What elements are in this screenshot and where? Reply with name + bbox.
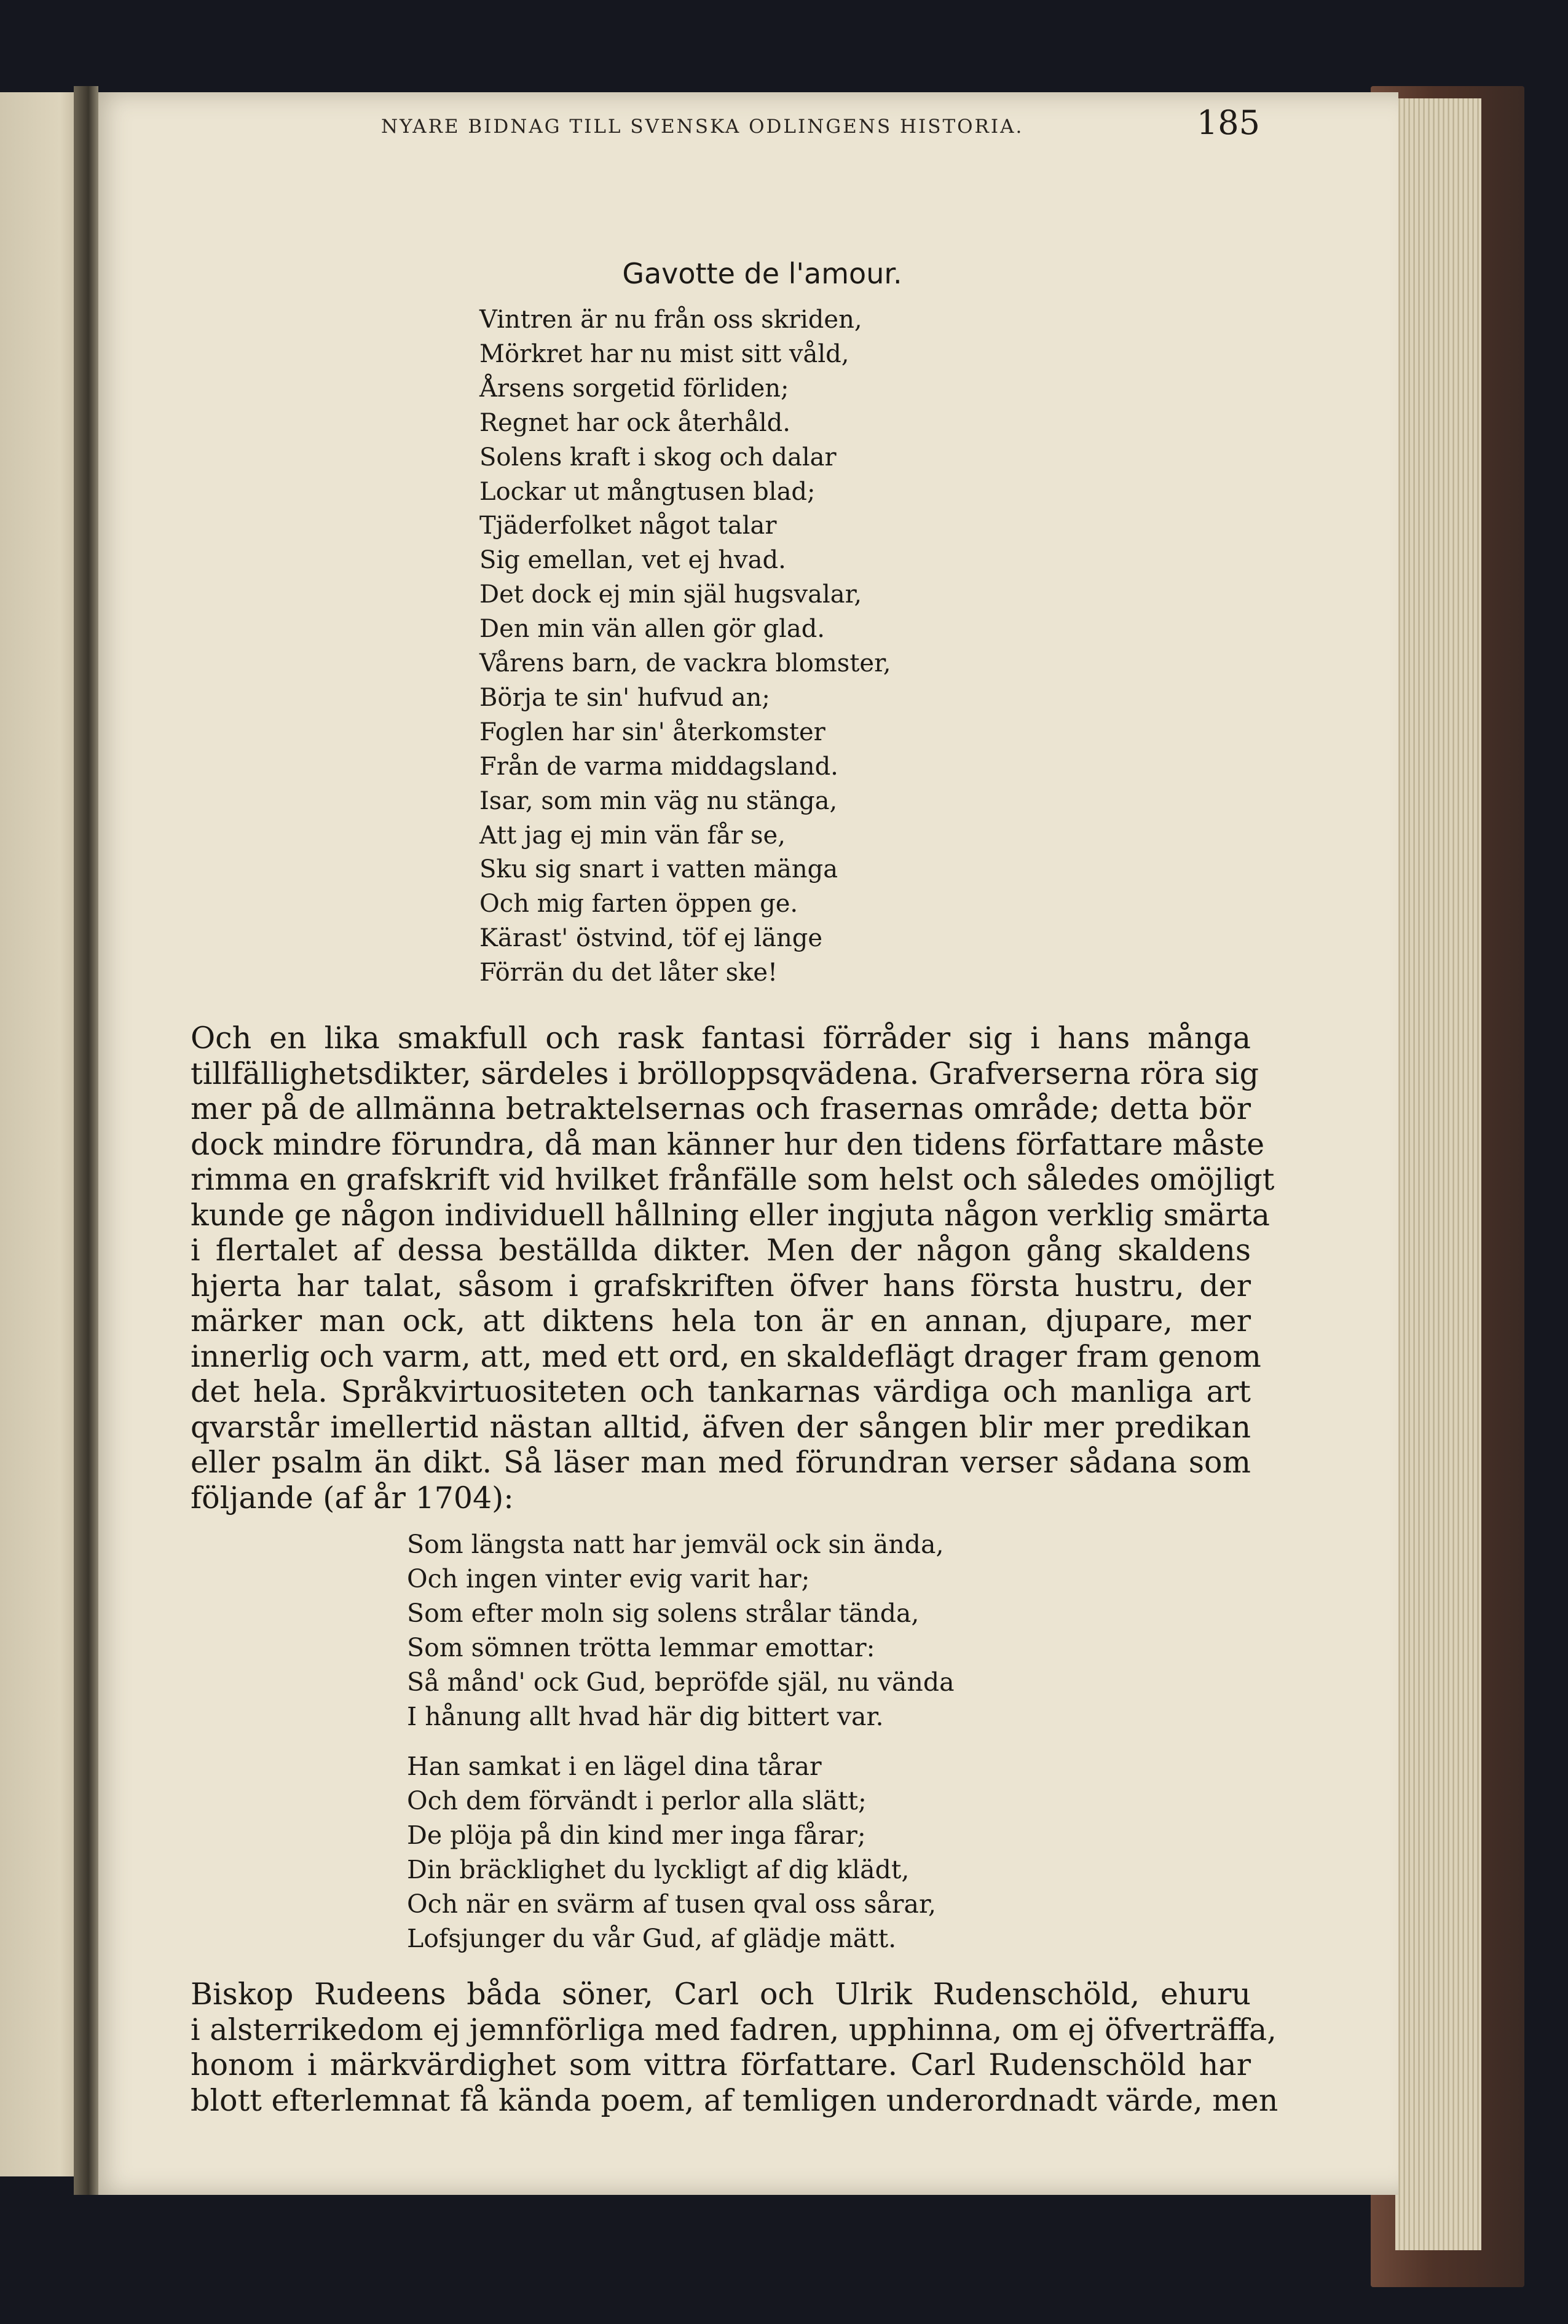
paragraph-line: i flertalet af dessa beställda dikter. Men der någon gång skaldens <box>191 1233 1251 1268</box>
poem-line: Och mig farten öppen ge. <box>479 890 798 919</box>
page-header <box>289 97 1260 152</box>
page-number: 185 <box>1196 103 1260 142</box>
paragraph-line: märker man ock, att diktens hela ton är en annan, djupare, mer <box>191 1303 1251 1338</box>
paragraph-line: innerlig och varm, att, med ett ord, en skaldeflägt drager fram genom <box>191 1338 1261 1374</box>
paragraph-line: hjerta har talat, såsom i grafskriften öfver hans första hustru, der <box>191 1268 1251 1303</box>
poem-line: Att jag ej min vän får se, <box>479 821 786 850</box>
verse-line: Din bräcklighet du lyckligt af dig klädt, <box>407 1855 910 1884</box>
poem-title: Gavotte de l'amour. <box>622 257 902 290</box>
poem-line: Foglen har sin' återkomster <box>479 717 825 746</box>
verse-line: Och när en svärm af tusen qval oss sårar, <box>407 1889 937 1919</box>
poem-line: Kärast' östvind, töf ej länge <box>479 924 823 953</box>
running-head: NYARE BIDNAG TILL SVENSKA ODLINGENS HISTORIA. <box>381 116 1024 138</box>
poem-line: Sku sig snart i vatten mänga <box>479 855 838 884</box>
paragraph-line: det hela. Språkvirtuositeten och tankarnas värdiga och manliga art <box>191 1374 1251 1409</box>
poem-line: Börja te sin' hufvud an; <box>479 683 770 712</box>
verse-line: Som längsta natt har jemväl ock sin ända, <box>407 1530 944 1559</box>
paragraph-line: tillfällighetsdikter, särdeles i brölloppsqvädena. Grafverserna röra sig <box>191 1056 1259 1091</box>
paragraph-line: i alsterrikedom ej jemnförliga med fadren, upphinna, om ej öfverträffa, <box>191 2012 1277 2047</box>
verse-line: Som sömnen trötta lemmar emottar: <box>407 1633 875 1662</box>
paragraph-line: mer på de allmänna betraktelsernas och frasernas område; detta bör <box>191 1091 1251 1126</box>
verse-line: Så månd' ock Gud, bepröfde själ, nu vända <box>407 1667 955 1697</box>
verse-line: Som efter moln sig solens strålar tända, <box>407 1599 920 1628</box>
paragraph-line: dock mindre förundra, då man känner hur den tidens författare måste <box>191 1126 1265 1162</box>
poem-line: Förrän du det låter ske! <box>479 958 778 987</box>
poem-line: Vintren är nu från oss skriden, <box>479 306 862 334</box>
verse-line: Och ingen vinter evig varit har; <box>407 1564 810 1594</box>
poem-line: Solens kraft i skog och dalar <box>479 443 837 472</box>
verse-line: Han samkat i en lägel dina tårar <box>407 1752 822 1781</box>
poem-line: Det dock ej min själ hugsvalar, <box>479 580 862 609</box>
poem-line: Regnet har ock återhåld. <box>479 408 790 437</box>
poem-line: Mörkret har nu mist sitt våld, <box>479 339 849 368</box>
verse-line: De plöja på din kind mer inga fårar; <box>407 1820 866 1850</box>
poem-line: Sig emellan, vet ej hvad. <box>479 546 786 575</box>
paragraph-line: eller psalm än dikt. Så läser man med förundran verser sådana som <box>191 1445 1251 1480</box>
left-page-edge <box>0 92 86 2176</box>
verse-line: I hånung allt hvad här dig bittert var. <box>407 1702 884 1731</box>
poem-line: Den min vän allen gör glad. <box>479 615 825 644</box>
paragraph-line: följande (af år 1704): <box>191 1480 514 1516</box>
paragraph-line: honom i märkvärdighet som vittra författare. Carl Rudenschöld har <box>191 2047 1251 2082</box>
page-edges <box>1395 98 1481 2250</box>
verse-line: Och dem förvändt i perlor alla slätt; <box>407 1786 867 1816</box>
book-gutter <box>74 86 98 2195</box>
poem-line: Tjäderfolket något talar <box>479 512 777 540</box>
paragraph-line: Och en lika smakfull och rask fantasi förråder sig i hans många <box>191 1021 1251 1056</box>
paragraph-line: blott efterlemnat få kända poem, af temligen underordnadt värde, men <box>191 2082 1278 2118</box>
paragraph-line: rimma en grafskrift vid hvilket frånfälle som helst och således omöjligt <box>191 1162 1275 1197</box>
paragraph-line: Biskop Rudeens båda söner, Carl och Ulrik Rudenschöld, ehuru <box>191 1977 1251 2012</box>
poem-line: Årsens sorgetid förliden; <box>479 374 789 403</box>
poem-line: Från de varma middagsland. <box>479 752 838 781</box>
verse-line: Lofsjunger du vår Gud, af glädje mätt. <box>407 1924 897 1953</box>
poem-line: Vårens barn, de vackra blomster, <box>479 649 891 678</box>
poem-line: Isar, som min väg nu stänga, <box>479 786 838 815</box>
paragraph-line: kunde ge någon individuell hållning eller ingjuta någon verklig smärta <box>191 1197 1270 1233</box>
paragraph-line: qvarstår imellertid nästan alltid, äfven der sången blir mer predikan <box>191 1409 1251 1445</box>
poem-line: Lockar ut mångtusen blad; <box>479 477 816 506</box>
